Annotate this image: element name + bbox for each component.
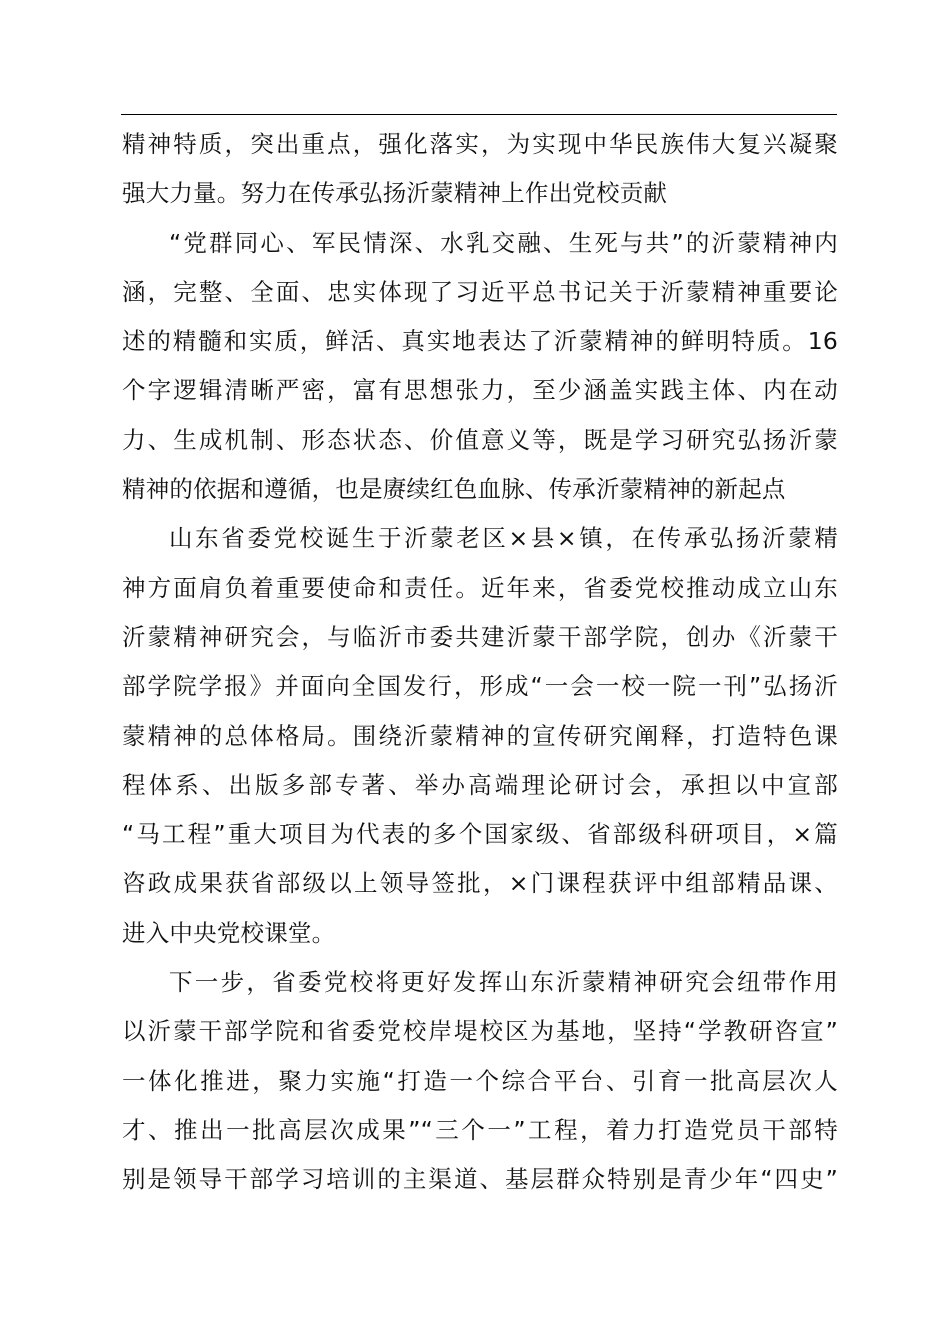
text-line: 沂蒙精神研究会，与临沂市委共建沂蒙干部学院，创办《沂蒙干 — [122, 622, 838, 651]
text-line: 涵，完整、全面、忠实体现了习近平总书记关于沂蒙精神重要论 — [122, 277, 838, 306]
document-body — [122, 120, 838, 1205]
text-line: 一体化推进，聚力实施“打造一个综合平台、引育一批高层次人 — [122, 1066, 838, 1095]
text-line: 精神的依据和遵循，也是赓续红色血脉、传承沂蒙精神的新起点 — [122, 475, 786, 504]
text-line: 述的精髓和实质，鲜活、真实地表达了沂蒙精神的鲜明特质。16 — [122, 327, 838, 356]
text-line: “党群同心、军民情深、水乳交融、生死与共”的沂蒙精神内 — [169, 228, 838, 257]
text-line: 强大力量。努力在传承弘扬沂蒙精神上作出党校贡献 — [122, 179, 668, 208]
text-line: 以沂蒙干部学院和省委党校岸堤校区为基地，坚持“学教研咨宣” — [122, 1017, 838, 1046]
text-line: 部学院学报》并面向全国发行，形成“一会一校一院一刊”弘扬沂 — [122, 672, 838, 701]
text-line: 下一步，省委党校将更好发挥山东沂蒙精神研究会纽带作用 — [169, 968, 838, 997]
text-line: 蒙精神的总体格局。围绕沂蒙精神的宣传研究阐释，打造特色课 — [122, 721, 838, 750]
header-rule — [121, 114, 837, 115]
text-line: 力、生成机制、形态状态、价值意义等，既是学习研究弘扬沂蒙 — [122, 425, 838, 454]
text-line: 程体系、出版多部专著、举办高端理论研讨会，承担以中宣部 — [122, 770, 838, 799]
text-line: “马工程”重大项目为代表的多个国家级、省部级科研项目，×篇 — [122, 820, 838, 849]
text-line: 别是领导干部学习培训的主渠道、基层群众特别是青少年“四史” — [122, 1165, 838, 1194]
text-line: 神方面肩负着重要使命和责任。近年来，省委党校推动成立山东 — [122, 573, 838, 602]
text-line: 山东省委党校诞生于沂蒙老区×县×镇，在传承弘扬沂蒙精 — [169, 524, 838, 553]
text-line: 进入中央党校课堂。 — [122, 918, 336, 947]
text-line: 个字逻辑清晰严密，富有思想张力，至少涵盖实践主体、内在动 — [122, 376, 838, 405]
text-line: 精神特质，突出重点，强化落实，为实现中华民族伟大复兴凝聚 — [122, 130, 838, 158]
text-line: 才、推出一批高层次成果”“三个一”工程，着力打造党员干部特 — [122, 1115, 838, 1144]
text-line: 咨政成果获省部级以上领导签批，×门课程获评中组部精品课、 — [122, 869, 838, 898]
